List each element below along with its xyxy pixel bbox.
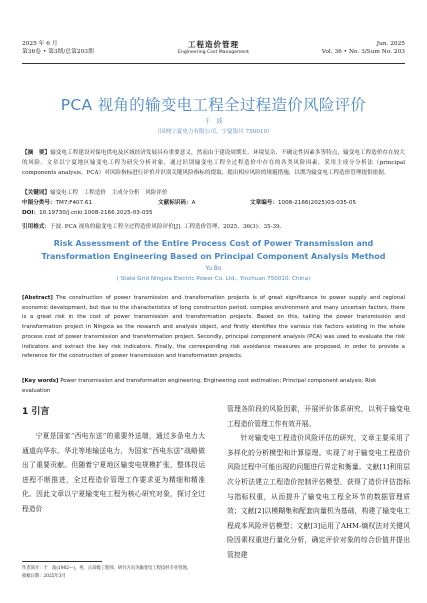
clc-value: TM7;F407.61 [55, 200, 93, 206]
clc-number [22, 199, 92, 208]
keywords-cn-text: 输变电工程 工程造价 主成分分析 风险评价 [49, 190, 168, 196]
document-code [158, 199, 195, 208]
footnote-author [22, 565, 207, 573]
article-number [250, 199, 356, 208]
clc-label: 中图分类号： [22, 200, 56, 206]
body-paragraph: 针对输变电工程造价风险评估的研究，文章主要采用了多样化的分析模型和计算原理。实现了对于输变电工程造价风险过程中可能出现的问题进行界定和衡量。文献[1]利用层次分析法建立工程造价控制评估模型，获得了造价评估指标与指标权重，从而提升了输变电工程全环节的数据管理质效；文献[2]以模糊集和配套向量机为基础，构建了输变电工程成本风险评估模型；文献[3]运用了AHM-熵权法对关键风险因素权重进行量化分析，确定评价对象的综合价值并提出管控建 [227, 434, 410, 559]
abstract-en-label: [Abstract] [22, 295, 53, 301]
keywords-en-text: Power transmission and transformation engineering; Engineering cost estimation; Principal component analysis; Risk evaluation [22, 378, 377, 394]
doc-code-label: 文献标识码： [158, 200, 192, 206]
section-title: 1 引言 [22, 407, 50, 417]
header-rule [22, 63, 405, 64]
keywords-cn [22, 189, 405, 198]
journal-name-cn: 工程造价管理 [188, 40, 239, 49]
abstract-cn-text: 输变电工程建设对保电供电及区域经济发展具有重要意义，然而由于建设周期长、环境复杂、不确定性因素多等特点，输变电工程造价存在较大的风险。文章以宁夏地区输变电工程为研究分析对象，通过识别输变电工程全过程造价中存在的各类风险因素，采用主成分分析法（principal components analysis，PCA）对风险指标进行评价并识别关键风险指标的提取，提出相应风险的规避措施，以期为输变电工程造价管理提供依据。 [22, 150, 405, 177]
author-cn: 于 波 [204, 118, 223, 125]
header-volume-en: Vol. 36 • No. 3/Sum No. 203 [321, 49, 405, 55]
body-paragraph: 宁夏是国家“西电东送”的重要外送端，通过多条电力大通道向华东、华北等地输送电力，为国家“西电东送”战略做出了重要贡献。但随着宁夏地区输变电规模扩张，整体投运进程不断推进，全过程造价管理工作要求更为精细和精准化。因此文章以宁夏输变电工程为核心研究对象，探讨全过程造价 [22, 432, 205, 513]
body-column-right [227, 402, 410, 563]
title-cn: PCA 视角的输变电工程全过程造价风险评价 [60, 96, 367, 114]
footnote [22, 565, 207, 581]
doc-code-value: A [191, 200, 196, 206]
article-no-value: 1008-2166(2025)03-035-05 [277, 200, 357, 206]
article-no-label: 文章编号： [250, 200, 278, 206]
doi-label: DOI： [22, 210, 40, 216]
footnote-received [22, 573, 207, 581]
abstract-cn [22, 148, 405, 179]
footnote-author-text: 于 波(1982—)，男，正高级工程师，研究方向为输变电工程技经专业管理。 [43, 566, 191, 571]
title-en: Risk Assessment of the Entire Process Cost of Power Transmission and Transformation Engineering Based on Principal Component Analysis Method [41, 239, 386, 261]
journal-header [22, 40, 405, 62]
header-issue-en [322, 40, 405, 56]
affiliation-cn: （国网宁夏电力有限公司，宁夏银川 750010） [154, 129, 273, 135]
affiliation-en: ( State Grid Ningxia Electric Power Co. Ltd., Yinchuan 750010, China) [116, 276, 311, 282]
citation [22, 223, 405, 232]
body-paragraph: 管理各阶段的风险因素，开展评价体系研究，以利于输变电工程造价管理工作有效开展。 [227, 405, 410, 428]
footnote-received-label: 收稿日期： [22, 574, 44, 579]
abstract-en [22, 294, 405, 362]
body-column-left [22, 405, 205, 517]
keywords-en-label: [Key words] [22, 378, 59, 384]
abstract-en-text: The construction of power transmission and transformation projects is of great significance to power supply and regional economic development, but due to the characteristics of long construction period, complex environment and many uncertain factors, there is a great risk in the cost of power transmission and transformation projects. Based on this, taking the power transmission and transformation project in Ningxia as the research and analysis object, and firstly identifies the various risk factors existing in the whole process cost of power transmission and transformation project. Secondly, principal component analysis (PCA) was used to evaluate the risk indicators and extract the key risk indicators. Finally, the corresponding risk avoidance measures are proposed, in order to provide a reference for the construction of power transmission and transformation projects. [22, 295, 405, 360]
doi [22, 209, 153, 218]
journal-name-en: Engineering Cost Management [178, 50, 249, 55]
header-volume-cn: 第36卷 • 第3期/总第203期 [22, 49, 94, 55]
footnote-rule [22, 561, 102, 562]
abstract-cn-label: 【摘 要】 [22, 150, 51, 156]
doi-value: 10.19730/j.cnki.1008-2166.2025-03-035 [39, 210, 153, 216]
keywords-en [22, 377, 405, 396]
footnote-author-label: 作者简介： [22, 566, 44, 571]
header-date-cn: 2025 年 6 月 [22, 41, 58, 47]
footnote-received-text: 2025年3月 [43, 574, 66, 579]
keywords-cn-label: 【关键词】 [22, 190, 50, 196]
header-date-en: Jun. 2025 [376, 41, 405, 47]
citation-label: 引用格式： [22, 224, 50, 230]
citation-text: 于波. PCA 视角的输变电工程全过程造价风险评价[J]. 工程造价管理，2025，36(3)：35-39. [49, 224, 282, 230]
author-en: Yu Bo [205, 266, 222, 272]
